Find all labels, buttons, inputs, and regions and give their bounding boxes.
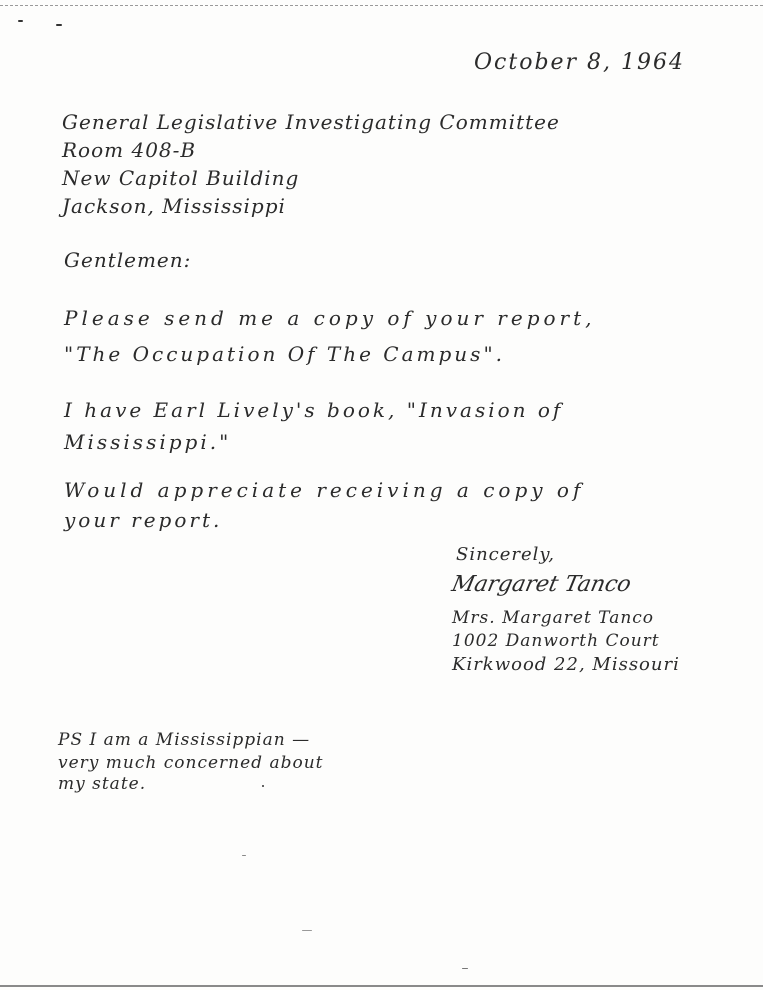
postscript-line-2: very much concerned about: [58, 753, 324, 773]
bottom-page-edge: [0, 985, 763, 987]
body-line-1: Please send me a copy of your report,: [64, 306, 596, 330]
letter-date: October 8, 1964: [474, 50, 686, 75]
body-line-5: Would appreciate receiving a copy of: [64, 478, 585, 502]
recipient-line-3: New Capitol Building: [62, 166, 300, 190]
scan-speck: [242, 855, 246, 856]
sender-name: Mrs. Margaret Tanco: [452, 608, 655, 628]
scan-speck: [56, 24, 62, 26]
body-line-2: "The Occupation Of The Campus".: [64, 342, 505, 366]
postscript-line-1: PS I am a Mississippian —: [58, 730, 311, 750]
top-page-edge: [0, 5, 763, 6]
valediction: Sincerely,: [456, 544, 555, 565]
recipient-line-2: Room 408-B: [62, 138, 197, 162]
sender-street: 1002 Danworth Court: [452, 631, 660, 651]
scan-speck: [262, 785, 264, 787]
recipient-line-1: General Legislative Investigating Committee: [62, 110, 560, 134]
postscript-line-3: my state.: [58, 774, 147, 794]
body-line-6: your report.: [64, 508, 223, 532]
salutation: Gentlemen:: [64, 248, 192, 272]
sender-city: Kirkwood 22, Missouri: [452, 654, 680, 675]
signature: Margaret Tanco: [449, 572, 634, 597]
scan-speck: [18, 20, 23, 22]
scan-speck: [462, 968, 468, 969]
body-line-3: I have Earl Lively's book, "Invasion of: [64, 398, 564, 422]
body-line-4: Mississippi.": [64, 430, 232, 454]
recipient-line-4: Jackson, Mississippi: [62, 194, 286, 218]
scan-speck: [302, 930, 312, 931]
